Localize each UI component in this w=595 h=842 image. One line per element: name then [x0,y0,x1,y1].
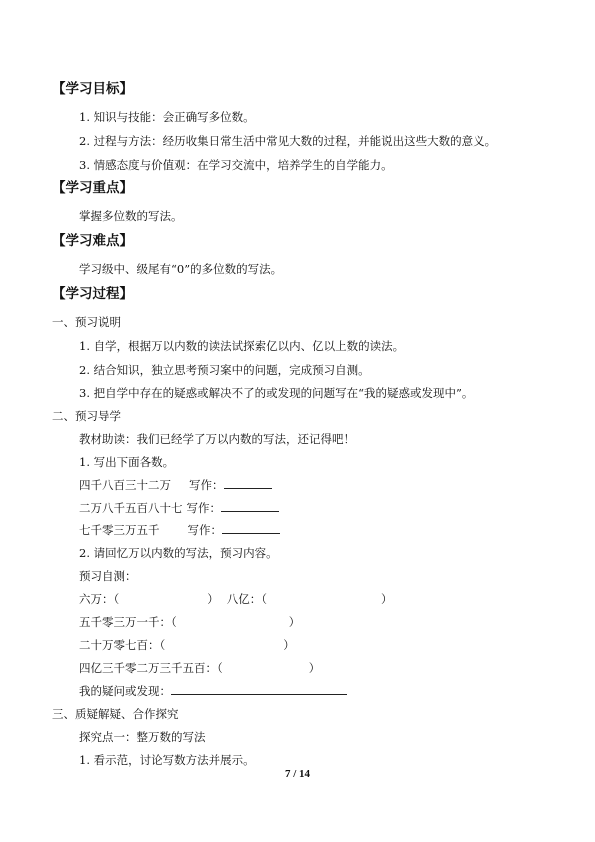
page-number: 7 / 14 [284,768,311,780]
test-e-label: 四亿三千零二万三千五百：（ [79,661,223,675]
test-c-close: ） [288,615,301,629]
doubt-label: 我的疑问或发现： [79,684,171,698]
part2-title: 二、预习导学 [52,409,121,423]
test-b-close: ） [381,592,393,606]
test-row-4 [79,661,320,675]
test-b-label: 八亿：（ [226,592,267,606]
write-item-1 [79,478,272,492]
test-e-close: ） [308,661,321,675]
test-d-close: ） [283,638,295,652]
key-heading: 【学习重点】 [52,180,133,196]
answer-blank[interactable] [221,501,279,512]
test-row-3 [79,638,295,652]
part1-item-2: 2. 结合知识，独立思考预习案中的问题，完成预习自测。 [79,363,370,377]
part1-title: 一、预习说明 [52,315,121,329]
part1-item-3: 3. 把自学中存在的疑惑或解决不了的或发现的问题写在“我的疑惑或发现中”。 [79,386,474,400]
goals-heading: 【学习目标】 [52,81,133,97]
test-row-2 [79,615,300,629]
part2-intro: 教材助读：我们已经学了万以内数的写法，还记得吧！ [79,432,355,446]
doubt-row [79,684,347,698]
part1-item-1: 1. 自学，根据万以内数的读法试探索亿以内、亿以上数的读法。 [79,339,405,353]
test-a-label: 六万：（ [79,592,120,606]
process-heading: 【学习过程】 [52,286,133,302]
test-c-label: 五千零三万一千：（ [79,615,177,629]
test-row-1 [79,592,393,606]
part3-item1: 1. 看示范，讨论写数方法并展示。 [79,753,255,767]
doubt-blank[interactable] [171,684,347,695]
key-text: 掌握多位数的写法。 [79,209,183,223]
part3-point1: 探究点一：整万数的写法 [79,730,206,744]
write-item-label: 写作： [189,478,224,492]
difficulty-text: 学习级中、级尾有“0”的多位数的写法。 [79,262,283,276]
write-item-number: 二万八千五百八十七 [79,501,183,515]
part2-task2: 2. 请回忆万以内数的写法，预习内容。 [79,546,278,560]
test-d-label: 二十万零七百：（ [79,638,166,652]
write-item-label: 写作： [186,501,221,515]
test-a-close: ） [207,592,219,606]
goal-item-1: 1. 知识与技能：会正确写多位数。 [79,110,255,124]
write-item-2 [79,501,279,515]
difficulty-heading: 【学习难点】 [52,233,133,249]
write-item-number: 七千零三万五千 [79,523,160,537]
part2-task1: 1. 写出下面各数。 [79,455,175,469]
goal-item-3: 3. 情感态度与价值观：在学习交流中，培养学生的自学能力。 [79,158,393,172]
answer-blank[interactable] [224,478,272,489]
part3-title: 三、质疑解疑、合作探究 [52,707,179,721]
self-test-label: 预习自测： [79,569,137,583]
goal-item-2: 2. 过程与方法：经历收集日常生活中常见大数的过程，并能说出这些大数的意义。 [79,134,497,148]
write-item-label: 写作： [187,523,222,537]
write-item-3 [79,523,280,537]
answer-blank[interactable] [222,523,280,534]
write-item-number: 四千八百三十二万 [79,478,171,492]
